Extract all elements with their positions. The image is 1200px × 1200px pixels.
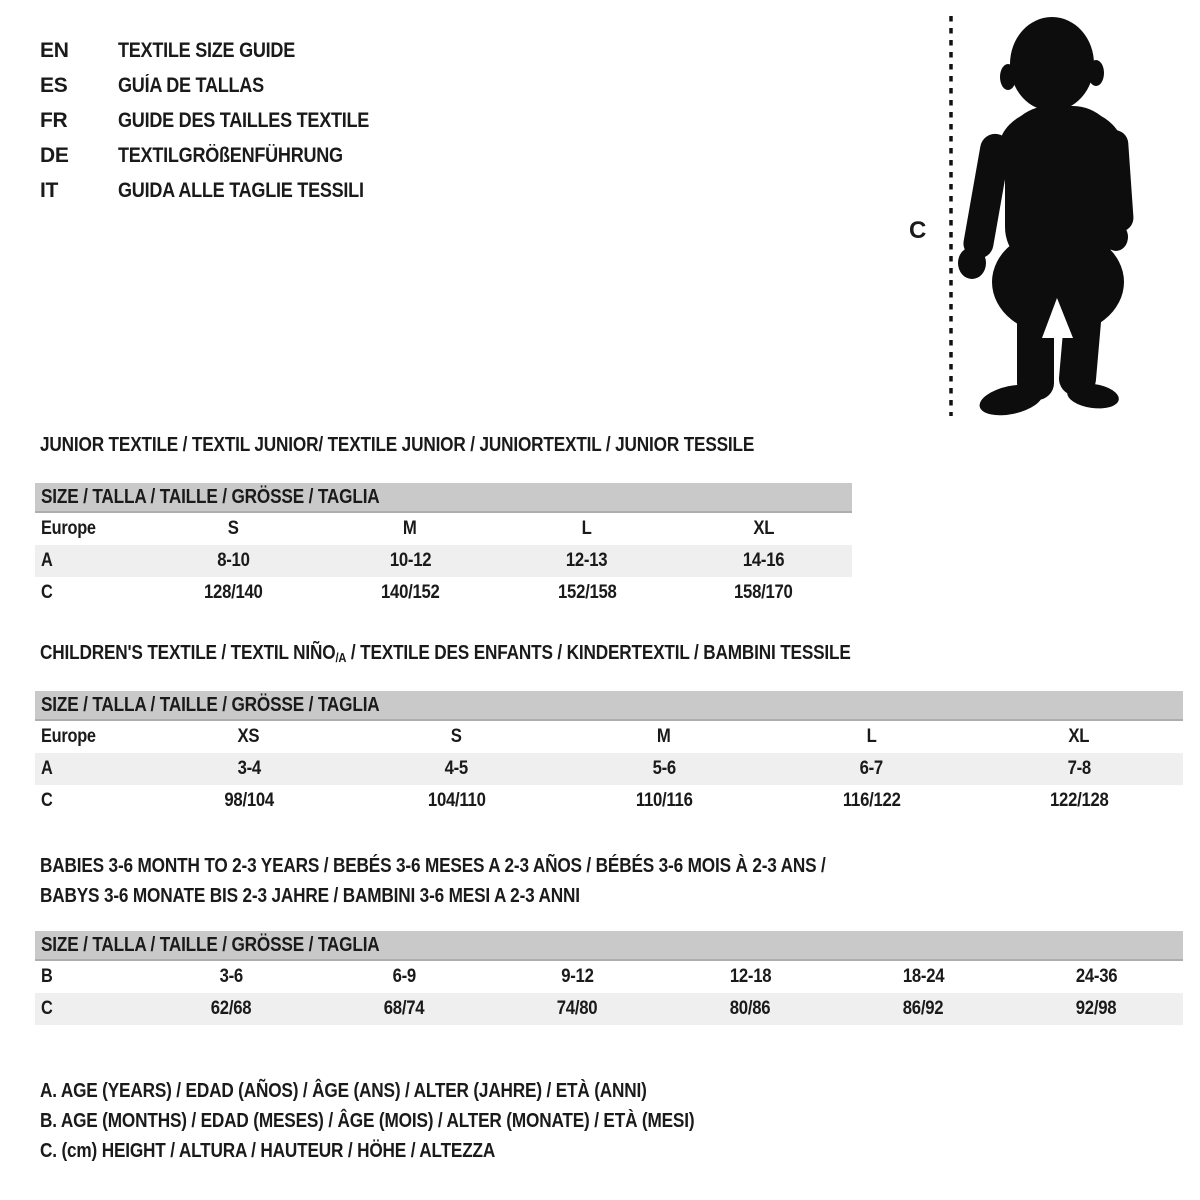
cell-value: 12-18 xyxy=(729,966,772,987)
lang-title-de: TEXTILGRÖßENFÜHRUNG xyxy=(118,143,343,167)
cell-value: 110/116 xyxy=(635,790,693,811)
cell-value: 158/170 xyxy=(734,582,793,603)
lang-row-en xyxy=(40,33,410,68)
cell-value: 18-24 xyxy=(902,966,945,987)
cell-value: XS xyxy=(237,726,260,747)
lang-title-en: TEXTILE SIZE GUIDE xyxy=(118,38,295,62)
children-heading-subscript: /A xyxy=(335,650,347,665)
lang-row-de xyxy=(40,138,410,173)
cell-value: S xyxy=(227,518,239,539)
language-legend xyxy=(40,33,410,208)
cell-value: 4-5 xyxy=(444,758,469,779)
cell-value: 122/128 xyxy=(1049,790,1109,811)
lang-code-de: DE xyxy=(40,143,69,167)
row-label: A xyxy=(41,550,53,571)
cell-value: 86/92 xyxy=(903,998,944,1019)
cell-value: 5-6 xyxy=(652,758,676,779)
row-label: A xyxy=(41,758,53,779)
cell-value: 7-8 xyxy=(1067,758,1091,779)
lang-code-it: IT xyxy=(40,178,59,202)
table-row xyxy=(35,993,1183,1025)
cell-value: 24-36 xyxy=(1075,966,1118,987)
footnote-c: C. (cm) HEIGHT / ALTURA / HAUTEUR / HÖHE / ALTEZZA xyxy=(40,1139,496,1162)
cell-value: 128/140 xyxy=(204,582,263,603)
babies-size-table xyxy=(35,931,1183,1025)
table-row xyxy=(35,545,852,577)
toddler-silhouette-figure xyxy=(895,10,1155,422)
lang-code-fr: FR xyxy=(40,108,68,132)
cell-value: 140/152 xyxy=(380,582,440,603)
toddler-silhouette xyxy=(958,17,1134,420)
children-table-header-bar xyxy=(35,691,1183,721)
babies-table-header-bar xyxy=(35,931,1183,961)
babies-heading-line2: BABYS 3-6 MONATE BIS 2-3 JAHRE / BAMBINI 3-6 MESI A 2-3 ANNI xyxy=(40,885,580,907)
children-size-table xyxy=(35,691,1183,817)
cell-value: 80/86 xyxy=(730,998,771,1019)
cell-value: 10-12 xyxy=(389,550,431,571)
babies-section-heading xyxy=(40,851,954,911)
table-row xyxy=(35,961,1183,993)
cell-value: S xyxy=(450,726,462,747)
cell-value: 92/98 xyxy=(1076,998,1117,1019)
size-header-label: SIZE / TALLA / TAILLE / GRÖSSE / TAGLIA xyxy=(41,485,380,508)
cell-value: 6-9 xyxy=(392,966,417,987)
cell-value: 74/80 xyxy=(557,998,598,1019)
size-figure xyxy=(895,10,1155,422)
cell-value: XL xyxy=(1068,726,1090,747)
table-row xyxy=(35,577,852,609)
footnote-b: B. AGE (MONTHS) / EDAD (MESES) / ÂGE (MOIS) / ALTER (MONATE) / ETÀ (MESI) xyxy=(40,1109,695,1132)
cell-value: L xyxy=(866,726,877,747)
cell-value: 62/68 xyxy=(211,998,252,1019)
table-row xyxy=(35,513,852,545)
size-header-label: SIZE / TALLA / TAILLE / GRÖSSE / TAGLIA xyxy=(41,693,380,716)
babies-heading-line1: BABIES 3-6 MONTH TO 2-3 YEARS / BEBÉS 3-6 MESES A 2-3 AÑOS / BÉBÉS 3-6 MOIS À 2-3 ANS / xyxy=(40,855,826,877)
cell-value: 152/158 xyxy=(557,582,617,603)
cell-value: 116/122 xyxy=(842,790,901,811)
cell-value: M xyxy=(403,518,417,539)
lang-code-es: ES xyxy=(40,73,68,97)
footnote-a: A. AGE (YEARS) / EDAD (AÑOS) / ÂGE (ANS) / ALTER (JAHRE) / ETÀ (ANNI) xyxy=(40,1079,647,1102)
footnotes xyxy=(40,1076,801,1166)
cell-value: M xyxy=(657,726,671,747)
cell-value: 104/110 xyxy=(427,790,486,811)
row-label: Europe xyxy=(41,726,96,747)
table-row xyxy=(35,721,1183,753)
cell-value: 6-7 xyxy=(859,758,884,779)
junior-table-header-bar xyxy=(35,483,852,513)
cell-value: 9-12 xyxy=(561,966,594,987)
lang-code-en: EN xyxy=(40,38,69,62)
row-label: C xyxy=(41,790,53,811)
lang-row-es xyxy=(40,68,410,103)
table-row xyxy=(35,785,1183,817)
table-row xyxy=(35,753,1183,785)
cell-value: 14-16 xyxy=(742,550,785,571)
cell-value: 98/104 xyxy=(224,790,274,811)
row-label: B xyxy=(41,966,53,987)
row-label: Europe xyxy=(41,518,96,539)
junior-heading-text: JUNIOR TEXTILE / TEXTIL JUNIOR/ TEXTILE JUNIOR / JUNIORTEXTIL / JUNIOR TESSILE xyxy=(40,434,755,456)
lang-title-it: GUIDA ALLE TAGLIE TESSILI xyxy=(118,178,364,202)
cell-value: 68/74 xyxy=(384,998,425,1019)
cell-value: 12-13 xyxy=(566,550,608,571)
junior-size-table xyxy=(35,483,852,609)
cell-value: 3-4 xyxy=(237,758,261,779)
children-heading-text: CHILDREN'S TEXTILE / TEXTIL NIÑO/A / TEXTILE DES ENFANTS / KINDERTEXTIL / BAMBINI TESSILE xyxy=(40,642,851,665)
junior-section-heading xyxy=(40,434,870,456)
cell-value: XL xyxy=(753,518,775,539)
row-label: C xyxy=(41,582,53,603)
lang-row-fr xyxy=(40,103,410,138)
cell-value: L xyxy=(581,518,592,539)
lang-title-fr: GUIDE DES TAILLES TEXTILE xyxy=(118,108,370,132)
cell-value: 3-6 xyxy=(219,966,244,987)
cell-value: 8-10 xyxy=(217,550,250,571)
size-header-label: SIZE / TALLA / TAILLE / GRÖSSE / TAGLIA xyxy=(41,933,380,956)
lang-row-it xyxy=(40,173,410,208)
height-label: C xyxy=(909,217,927,244)
children-section-heading xyxy=(40,642,983,666)
lang-title-es: GUÍA DE TALLAS xyxy=(118,73,264,97)
row-label: C xyxy=(41,998,53,1019)
